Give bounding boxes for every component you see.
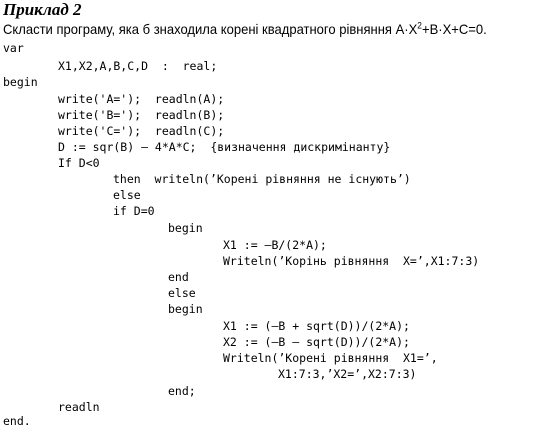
code-line: then writeln(’Корені рівняння не існують’) (113, 172, 411, 186)
code-line: if D=0 (113, 204, 155, 218)
code-line: begin (168, 302, 203, 316)
code-line: Writeln(’Корінь рівняння X=’,X1:7:3) (223, 254, 480, 268)
code-line: end; (168, 384, 196, 398)
code-line: D := sqr(B) – 4*A*C; {визначення дискримінанту} (58, 140, 391, 154)
code-line: end. (3, 414, 31, 428)
task-text-end: +B·X+C=0. (421, 21, 487, 37)
code-line: else (168, 286, 196, 300)
code-line: else (113, 188, 141, 202)
code-line: X1,X2,A,B,C,D : real; (58, 59, 218, 73)
task-exponent: 2 (417, 20, 422, 31)
code-line: write('C='); readln(C); (58, 124, 225, 138)
code-line: write('A='); readln(A); (58, 92, 225, 106)
code-line: X1:7:3,’X2=’,X2:7:3) (278, 367, 417, 381)
code-line: Writeln(’Корені рівняння X1=’, (223, 351, 438, 365)
task-text: Скласти програму, яка б знаходила корені квадратного рівняння A·X (3, 21, 418, 37)
code-line: X1 := (–B + sqrt(D))/(2*A); (223, 319, 410, 333)
code-listing (0, 38, 552, 428)
code-line: readln (58, 400, 100, 414)
example-title: Приклад 2 (3, 0, 82, 19)
code-line: X2 := (–B – sqrt(D))/(2*A); (223, 335, 410, 349)
code-line: begin (3, 75, 38, 89)
code-line: begin (168, 221, 203, 235)
code-line: X1 := –B/(2*A); (223, 238, 327, 252)
code-line: write('B='); readln(B); (58, 108, 225, 122)
code-line: var (3, 41, 24, 55)
code-line: If D<0 (58, 156, 100, 170)
code-line: end (168, 270, 189, 284)
task-statement (3, 20, 487, 38)
